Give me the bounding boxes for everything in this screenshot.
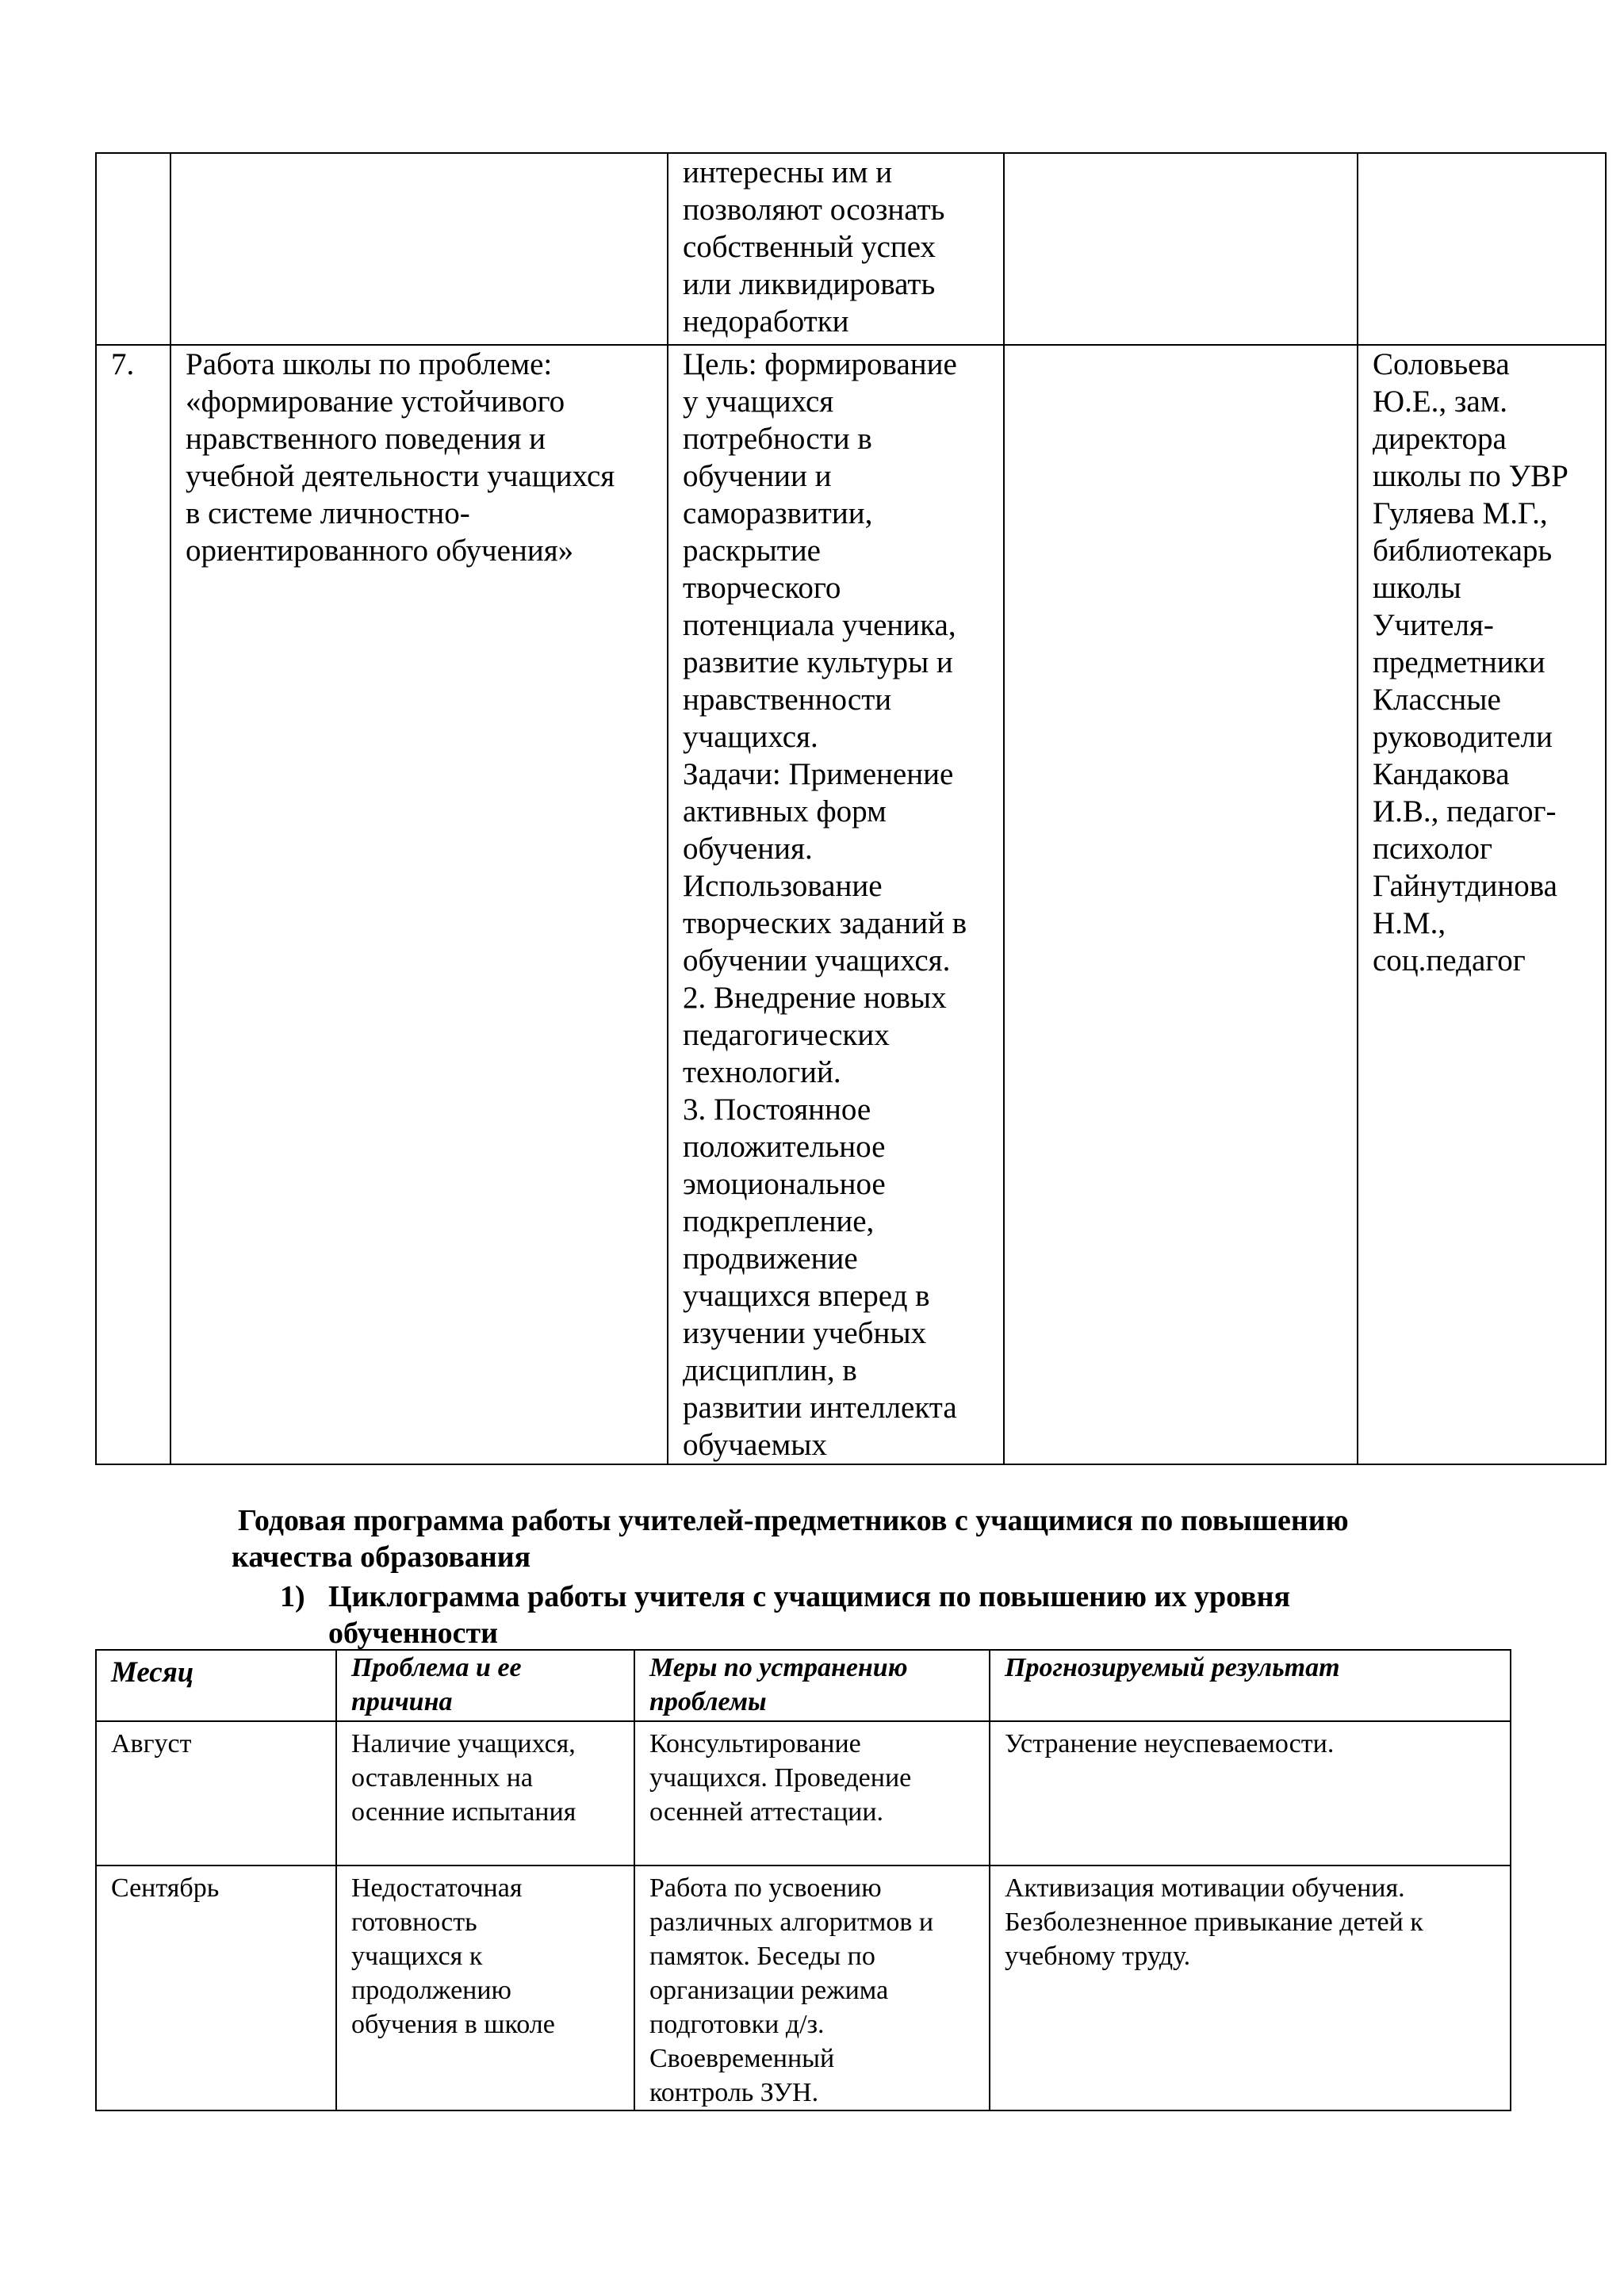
goals-cell bbox=[668, 153, 1004, 345]
responsible-cell bbox=[1358, 345, 1606, 1464]
text-line: активных форм bbox=[683, 794, 887, 828]
text-line: собственный успех bbox=[683, 230, 936, 264]
measures-cell bbox=[634, 1866, 990, 2110]
text-line: Классные bbox=[1373, 683, 1501, 717]
text-line: предметники bbox=[1373, 645, 1545, 679]
text-line: обучения в школе bbox=[351, 2010, 555, 2039]
section-title-continued: качества образования bbox=[232, 1540, 531, 1574]
text-line: нравственности bbox=[683, 683, 892, 717]
text-line: Гуляева М.Г., bbox=[1373, 496, 1548, 530]
text-line: или ликвидировать bbox=[683, 267, 936, 301]
problem-cell bbox=[336, 1721, 634, 1866]
text-line: школы bbox=[1373, 571, 1461, 605]
text-line: учащихся вперед в bbox=[683, 1279, 930, 1313]
goals-cell bbox=[668, 345, 1004, 1464]
text-line: директора bbox=[1373, 422, 1507, 456]
table-header-row bbox=[96, 1650, 1511, 1721]
text-line: готовность bbox=[351, 1908, 477, 1937]
text-line: продвижение bbox=[683, 1242, 858, 1276]
text-line: соц.педагог bbox=[1373, 943, 1526, 978]
text-line: позволяют осознать bbox=[683, 193, 945, 227]
text-line: контроль ЗУН. bbox=[649, 2078, 819, 2107]
text-line: Наличие учащихся, bbox=[351, 1729, 576, 1758]
text-line: дисциплин, в bbox=[683, 1353, 857, 1387]
text-line: И.В., педагог- bbox=[1373, 794, 1557, 828]
measures-cell bbox=[634, 1721, 990, 1866]
text-line: 2. Внедрение новых bbox=[683, 981, 947, 1015]
table-row bbox=[96, 1866, 1511, 2110]
text-line: Прогнозируемый результат bbox=[1005, 1653, 1340, 1682]
text-line: раскрытие bbox=[683, 534, 821, 568]
text-line: обучаемых bbox=[683, 1428, 827, 1462]
text-line: подготовки д/з. bbox=[649, 2010, 825, 2039]
text-line: нравственного поведения и bbox=[186, 422, 546, 456]
text-line: учащихся. bbox=[683, 720, 818, 754]
text-line: развитии интеллекта bbox=[683, 1391, 957, 1425]
text-line: ориентированного обучения» bbox=[186, 534, 574, 568]
text-line: Использование bbox=[683, 869, 883, 903]
text-line: Недостаточная bbox=[351, 1873, 523, 1903]
text-line: оставленных на bbox=[351, 1763, 533, 1793]
text-line: осенней аттестации. bbox=[649, 1797, 884, 1827]
subsection-title: Циклограмма работы учителя с учащимися по повышению их уровня bbox=[328, 1580, 1291, 1613]
text-line: Соловьева bbox=[1373, 347, 1510, 381]
text-line: Безболезненное привыкание детей к bbox=[1005, 1908, 1423, 1937]
text-line: Консультирование bbox=[649, 1729, 861, 1758]
text-line: положительное bbox=[683, 1130, 886, 1164]
text-line: саморазвитии, bbox=[683, 496, 873, 530]
text-line: обучении учащихся. bbox=[683, 943, 951, 978]
column-header-month: Месяц bbox=[96, 1650, 336, 1721]
text-line: интересны им и bbox=[683, 155, 893, 189]
topic-cell bbox=[170, 345, 668, 1464]
result-cell bbox=[990, 1866, 1511, 2110]
row-number-cell: 7. bbox=[96, 345, 170, 1464]
text-line: недоработки bbox=[683, 304, 849, 339]
result-cell bbox=[990, 1721, 1511, 1866]
text-line: осенние испытания bbox=[351, 1797, 576, 1827]
text-line: потенциала ученика, bbox=[683, 608, 956, 642]
column-header-measures bbox=[634, 1650, 990, 1721]
text-line: педагогических bbox=[683, 1018, 890, 1052]
text-line: обучении и bbox=[683, 459, 832, 493]
empty-cell bbox=[1004, 153, 1358, 345]
text-line: причина bbox=[351, 1687, 453, 1716]
text-line: 3. Постоянное bbox=[683, 1093, 871, 1127]
text-line: развитие культуры и bbox=[683, 645, 953, 679]
text-line: учащихся к bbox=[351, 1942, 483, 1971]
month-cell: Сентябрь bbox=[96, 1866, 336, 2110]
section-title: Годовая программа работы учителей-предметников с учащимися по повышению bbox=[238, 1504, 1349, 1537]
text-line: технологий. bbox=[683, 1055, 841, 1089]
column-header-result bbox=[990, 1650, 1511, 1721]
text-line: Активизация мотивации обучения. bbox=[1005, 1873, 1405, 1903]
text-line: различных алгоритмов и bbox=[649, 1908, 934, 1937]
responsible-cell bbox=[1358, 153, 1606, 345]
text-line: Проблема и ее bbox=[351, 1653, 522, 1682]
text-line: Устранение неуспеваемости. bbox=[1005, 1729, 1335, 1758]
subsection-title-continued: обученности bbox=[328, 1617, 499, 1650]
text-line: психолог bbox=[1373, 832, 1493, 866]
text-line: обучения. bbox=[683, 832, 813, 866]
text-line: Кандакова bbox=[1373, 757, 1510, 791]
text-line: учебному труду. bbox=[1005, 1942, 1191, 1971]
table-row bbox=[96, 153, 1606, 345]
text-line: творческого bbox=[683, 571, 841, 605]
text-line: Гайнутдинова bbox=[1373, 869, 1557, 903]
subsection-number: 1) bbox=[280, 1580, 305, 1613]
text-line: организации режима bbox=[649, 1976, 889, 2005]
text-line: эмоциональное bbox=[683, 1167, 886, 1201]
plan-table bbox=[95, 152, 1607, 1465]
month-cell: Август bbox=[96, 1721, 336, 1866]
table-row bbox=[96, 345, 1606, 1464]
text-line: в системе личностно- bbox=[186, 496, 470, 530]
text-line: изучении учебных bbox=[683, 1316, 927, 1350]
topic-cell bbox=[170, 153, 668, 345]
cyclogram-table bbox=[95, 1649, 1511, 2111]
text-line: продолжению bbox=[351, 1976, 511, 2005]
empty-cell bbox=[1004, 345, 1358, 1464]
text-line: проблемы bbox=[649, 1687, 767, 1716]
text-line: Ю.Е., зам. bbox=[1373, 385, 1508, 419]
text-line: библиотекарь bbox=[1373, 534, 1553, 568]
text-line: «формирование устойчивого bbox=[186, 385, 565, 419]
text-line: руководители bbox=[1373, 720, 1553, 754]
text-line: Н.М., bbox=[1373, 906, 1446, 940]
text-line: учащихся. Проведение bbox=[649, 1763, 912, 1793]
text-line: подкрепление, bbox=[683, 1204, 875, 1238]
column-header-problem bbox=[336, 1650, 634, 1721]
text-line: Своевременный bbox=[649, 2044, 835, 2073]
text-line: учебной деятельности учащихся bbox=[186, 459, 615, 493]
text-line: Меры по устранению bbox=[649, 1653, 908, 1682]
text-line: Задачи: Применение bbox=[683, 757, 954, 791]
text-line: творческих заданий в bbox=[683, 906, 967, 940]
text-line: школы по УВР bbox=[1373, 459, 1568, 493]
text-line: Работа по усвоению bbox=[649, 1873, 882, 1903]
text-line: Цель: формирование bbox=[683, 347, 957, 381]
text-line: памяток. Беседы по bbox=[649, 1942, 875, 1971]
problem-cell bbox=[336, 1866, 634, 2110]
text-line: Учителя- bbox=[1373, 608, 1494, 642]
text-line: потребности в bbox=[683, 422, 872, 456]
text-line: Работа школы по проблеме: bbox=[186, 347, 553, 381]
table-row bbox=[96, 1721, 1511, 1866]
text-line: у учащихся bbox=[683, 385, 834, 419]
row-number-cell bbox=[96, 153, 170, 345]
